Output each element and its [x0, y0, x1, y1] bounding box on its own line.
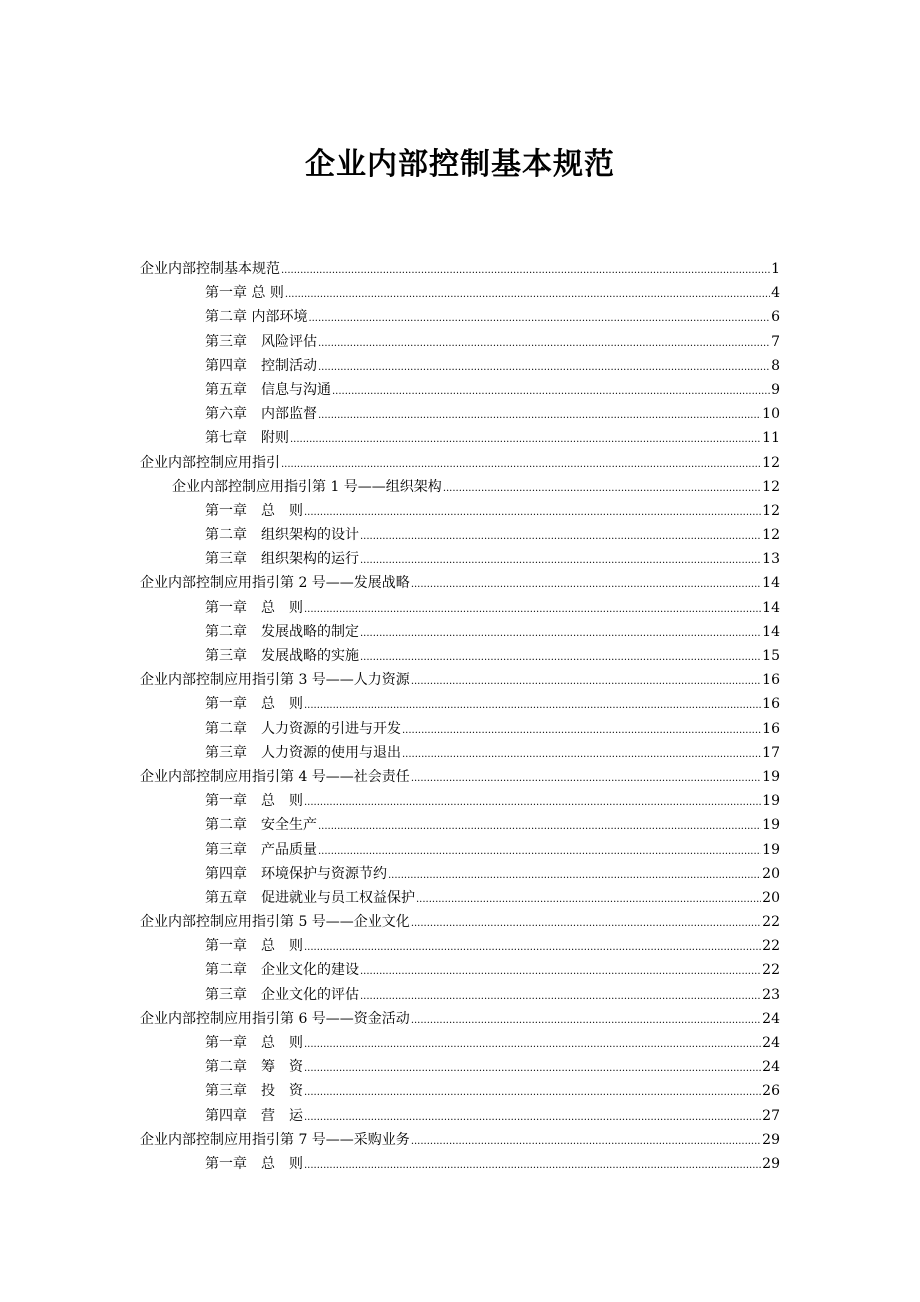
- toc-page-number: 24: [762, 1035, 780, 1051]
- toc-entry[interactable]: [140, 668, 780, 692]
- toc-dot-leader: [304, 1055, 761, 1081]
- toc-page-number: 10: [762, 406, 780, 423]
- toc-entry-label: 企业内部控制应用指引第 7 号——采购业务: [140, 1131, 410, 1148]
- toc-entry-label: 第二章 内部环境: [205, 309, 308, 326]
- toc-page-number: 14: [762, 599, 780, 616]
- toc-entry[interactable]: [140, 910, 780, 934]
- toc-entry[interactable]: [140, 1152, 780, 1176]
- toc-entry-label: 第四章 环境保护与资源节约: [205, 865, 387, 882]
- toc-entry-label: 企业内部控制应用指引第 3 号——人力资源: [140, 672, 410, 689]
- toc-entry[interactable]: [140, 475, 780, 499]
- toc-page-number: 4: [771, 285, 780, 302]
- toc-dot-leader: [411, 668, 761, 694]
- toc-entry-label: 第三章 发展战略的实施: [205, 648, 359, 664]
- toc-dot-leader: [318, 330, 770, 356]
- toc-entry[interactable]: [140, 862, 780, 886]
- toc-entry-label: 第二章 筹 资: [205, 1059, 303, 1076]
- toc-entry[interactable]: [140, 523, 780, 547]
- toc-dot-leader: [304, 1031, 761, 1057]
- table-of-contents: [140, 257, 780, 1176]
- toc-entry-label: 第一章 总 则: [205, 1155, 303, 1172]
- toc-dot-leader: [360, 983, 761, 1009]
- toc-page-number: 19: [762, 793, 780, 810]
- toc-entry-label: 第三章 投 资: [205, 1083, 303, 1100]
- toc-dot-leader: [402, 741, 761, 767]
- toc-page-number: 16: [762, 672, 780, 689]
- toc-dot-leader: [318, 813, 761, 839]
- toc-page-number: 22: [762, 962, 780, 979]
- toc-entry[interactable]: [140, 620, 780, 644]
- toc-dot-leader: [304, 692, 761, 718]
- toc-entry-label: 企业内部控制应用指引第 5 号——企业文化: [140, 914, 410, 931]
- toc-entry-label: 第四章 控制活动: [205, 357, 317, 374]
- toc-dot-leader: [388, 862, 761, 888]
- toc-entry[interactable]: [140, 1055, 780, 1079]
- toc-entry[interactable]: [140, 886, 780, 910]
- toc-page-number: 11: [762, 430, 780, 447]
- toc-entry-label: 企业内部控制应用指引第 4 号——社会责任: [140, 768, 410, 785]
- toc-entry-label: 第一章 总 则: [205, 938, 303, 955]
- toc-entry[interactable]: [140, 958, 780, 982]
- toc-dot-leader: [308, 305, 770, 331]
- toc-entry-label: 第三章 企业文化的评估: [205, 986, 359, 1003]
- document-title: 企业内部控制基本规范: [305, 147, 615, 182]
- toc-dot-leader: [360, 620, 761, 646]
- toc-entry[interactable]: [140, 1031, 780, 1055]
- toc-entry[interactable]: [140, 305, 780, 329]
- toc-entry[interactable]: [140, 499, 780, 523]
- toc-entry-label: 企业内部控制应用指引: [140, 454, 280, 471]
- toc-dot-leader: [360, 958, 761, 984]
- toc-entry[interactable]: [140, 765, 780, 789]
- toc-dot-leader: [416, 886, 761, 912]
- toc-page-number: 24: [762, 1059, 780, 1076]
- toc-dot-leader: [281, 257, 770, 283]
- toc-entry-label: 第一章 总 则: [205, 599, 303, 616]
- toc-page-number: 19: [762, 841, 780, 858]
- toc-page-number: 23: [762, 986, 780, 1003]
- toc-page-number: 27: [762, 1107, 780, 1124]
- toc-page-number: 24: [762, 1010, 780, 1027]
- toc-dot-leader: [332, 378, 770, 404]
- toc-page-number: 19: [762, 817, 780, 834]
- toc-dot-leader: [304, 789, 761, 815]
- toc-dot-leader: [411, 765, 761, 791]
- toc-entry[interactable]: [140, 354, 780, 378]
- toc-entry[interactable]: [140, 330, 780, 354]
- toc-dot-leader: [318, 354, 770, 380]
- toc-entry[interactable]: [140, 426, 780, 450]
- toc-dot-leader: [443, 475, 761, 501]
- toc-dot-leader: [411, 1007, 761, 1033]
- toc-dot-leader: [318, 402, 761, 428]
- toc-dot-leader: [281, 451, 761, 477]
- toc-entry[interactable]: [140, 1079, 780, 1103]
- toc-page-number: 6: [771, 309, 780, 326]
- toc-entry-label: 第二章 组织架构的设计: [205, 527, 359, 544]
- toc-page-number: 9: [771, 381, 780, 398]
- toc-dot-leader: [411, 1128, 761, 1154]
- toc-entry-label: 第三章 组织架构的运行: [205, 551, 359, 568]
- toc-entry-label: 第一章 总 则: [205, 502, 303, 519]
- toc-entry-label: 第二章 发展战略的制定: [205, 623, 359, 640]
- toc-entry-label: 第一章 总 则: [205, 285, 284, 302]
- toc-page-number: 12: [762, 478, 780, 495]
- toc-entry-label: 第二章 企业文化的建设: [205, 962, 359, 979]
- toc-entry-label: 第三章 人力资源的使用与退出: [205, 744, 401, 761]
- toc-entry[interactable]: [140, 692, 780, 716]
- toc-dot-leader: [411, 571, 761, 597]
- toc-page-number: 22: [762, 914, 780, 931]
- toc-entry-label: 第一章 总 则: [205, 1035, 303, 1051]
- toc-entry-label: 企业内部控制基本规范: [140, 261, 280, 277]
- toc-entry[interactable]: [140, 838, 780, 862]
- toc-dot-leader: [411, 910, 761, 936]
- toc-entry-label: 企业内部控制应用指引第 6 号——资金活动: [140, 1010, 410, 1027]
- toc-entry-label: 第五章 促进就业与员工权益保护: [205, 889, 415, 906]
- toc-entry[interactable]: [140, 596, 780, 620]
- toc-dot-leader: [285, 281, 770, 307]
- toc-page-number: 26: [762, 1083, 780, 1100]
- toc-dot-leader: [304, 1152, 761, 1178]
- toc-entry-label: 第三章 风险评估: [205, 333, 317, 350]
- toc-page-number: 13: [762, 551, 780, 568]
- toc-dot-leader: [304, 1104, 761, 1130]
- toc-entry[interactable]: [140, 402, 780, 426]
- toc-page-number: 7: [771, 333, 780, 350]
- toc-entry[interactable]: [140, 547, 780, 571]
- toc-entry[interactable]: [140, 934, 780, 958]
- toc-dot-leader: [360, 547, 761, 573]
- toc-entry[interactable]: [140, 281, 780, 305]
- toc-dot-leader: [360, 644, 761, 670]
- toc-entry[interactable]: [140, 813, 780, 837]
- toc-dot-leader: [402, 717, 761, 743]
- toc-page-number: 14: [762, 623, 780, 640]
- toc-dot-leader: [318, 838, 761, 864]
- toc-page-number: 29: [762, 1155, 780, 1172]
- toc-page-number: 14: [762, 575, 780, 592]
- toc-entry-label: 第六章 内部监督: [205, 406, 317, 423]
- toc-dot-leader: [304, 596, 761, 622]
- toc-page-number: 8: [771, 357, 780, 374]
- toc-entry[interactable]: [140, 741, 780, 765]
- toc-page-number: 1: [771, 261, 780, 277]
- toc-entry[interactable]: [140, 717, 780, 741]
- toc-entry-label: 第二章 人力资源的引进与开发: [205, 720, 401, 737]
- toc-dot-leader: [290, 426, 761, 452]
- toc-entry-label: 企业内部控制应用指引第 1 号——组织架构: [172, 478, 442, 495]
- toc-dot-leader: [360, 523, 761, 549]
- toc-entry-label: 第七章 附则: [205, 430, 289, 447]
- toc-dot-leader: [304, 499, 761, 525]
- toc-page-number: 12: [762, 502, 780, 519]
- toc-entry-label: 第五章 信息与沟通: [205, 381, 331, 398]
- toc-entry[interactable]: [140, 1128, 780, 1152]
- toc-page-number: 22: [762, 938, 780, 955]
- toc-page-number: 29: [762, 1131, 780, 1148]
- toc-entry[interactable]: [140, 644, 780, 668]
- toc-dot-leader: [304, 1079, 761, 1105]
- toc-page-number: 16: [762, 720, 780, 737]
- toc-page-number: 15: [762, 648, 780, 664]
- toc-entry[interactable]: [140, 1104, 780, 1128]
- toc-entry[interactable]: [140, 571, 780, 595]
- toc-entry-label: 企业内部控制应用指引第 2 号——发展战略: [140, 575, 410, 592]
- toc-entry-label: 第二章 安全生产: [205, 817, 317, 834]
- toc-entry-label: 第四章 营 运: [205, 1107, 303, 1124]
- toc-entry-label: 第一章 总 则: [205, 696, 303, 713]
- toc-entry-label: 第一章 总 则: [205, 793, 303, 810]
- toc-entry[interactable]: [140, 1007, 780, 1031]
- toc-entry[interactable]: [140, 983, 780, 1007]
- toc-entry[interactable]: [140, 378, 780, 402]
- toc-page-number: 20: [762, 889, 780, 906]
- toc-dot-leader: [304, 934, 761, 960]
- toc-entry[interactable]: [140, 257, 780, 281]
- toc-entry[interactable]: [140, 789, 780, 813]
- toc-page-number: 16: [762, 696, 780, 713]
- toc-page-number: 17: [762, 744, 780, 761]
- toc-page-number: 12: [762, 454, 780, 471]
- toc-page-number: 19: [762, 768, 780, 785]
- toc-entry-label: 第三章 产品质量: [205, 841, 317, 858]
- toc-entry[interactable]: [140, 451, 780, 475]
- toc-page-number: 20: [762, 865, 780, 882]
- toc-page-number: 12: [762, 527, 780, 544]
